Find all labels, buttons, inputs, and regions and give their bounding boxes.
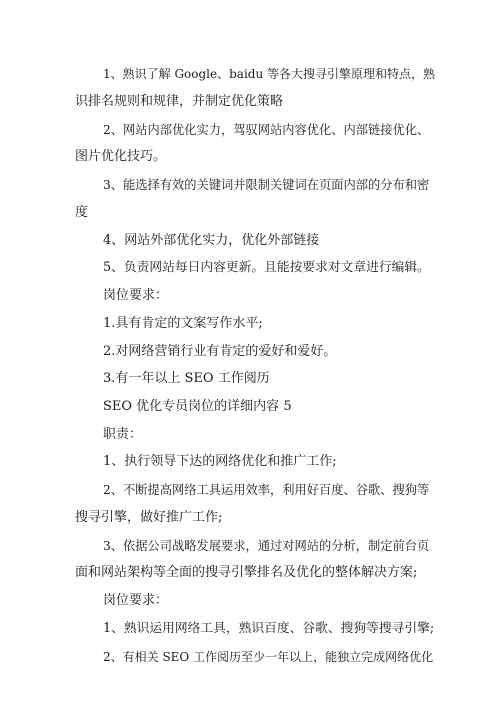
- text-line: 3.有一年以上 SEO 工作阅历: [103, 371, 270, 386]
- text-line: 识排名规则和规律，并制定优化策略: [75, 94, 284, 109]
- text-line: 1、熟识运用网络工具，熟识百度、谷歌、搜狗等搜寻引擎;: [103, 621, 435, 636]
- section-heading: 岗位要求：: [103, 288, 169, 303]
- text-line: 2、不断提高网络工具运用效率，利用好百度、谷歌、搜狗等: [103, 483, 430, 497]
- text-line: 5、负责网站每日内容更新。且能按要求对文章进行编辑。: [103, 260, 430, 275]
- section-heading: 岗位要求：: [103, 593, 169, 608]
- text-line: 3、依据公司战略发展要求，通过对网站的分析，制定前台页: [103, 539, 430, 553]
- section-heading: 职责：: [103, 427, 143, 442]
- text-line: 2.对网络营销行业有肯定的爱好和爱好。: [103, 344, 337, 359]
- text-line: 2、网站内部优化实力，驾驭网站内容优化、内部链接优化、: [103, 123, 430, 137]
- section-title: SEO 优化专员岗位的详细内容 5: [103, 399, 292, 414]
- text-line: 1、熟识了解 Google、baidu 等各大搜寻引擎原理和特点，熟: [103, 67, 436, 81]
- text-line: 1.具有肯定的文案写作水平;: [103, 316, 263, 331]
- text-line: 3、能选择有效的关键词并限制关键词在页面内部的分布和密: [103, 178, 430, 192]
- text-line: 搜寻引擎，做好推广工作;: [75, 510, 223, 525]
- text-line: 面和网站架构等全面的搜寻引擎排名及优化的整体解决方案;: [75, 565, 418, 580]
- text-line: 图片优化技巧。: [75, 149, 167, 164]
- text-line: 2、有相关 SEO 工作阅历至少一年以上，能独立完成网络优化: [103, 650, 434, 664]
- text-line: 4、网站外部优化实力，优化外部链接: [103, 233, 320, 248]
- text-line: 度: [75, 205, 89, 220]
- text-line: 1、执行领导下达的网络优化和推广工作;: [103, 454, 337, 469]
